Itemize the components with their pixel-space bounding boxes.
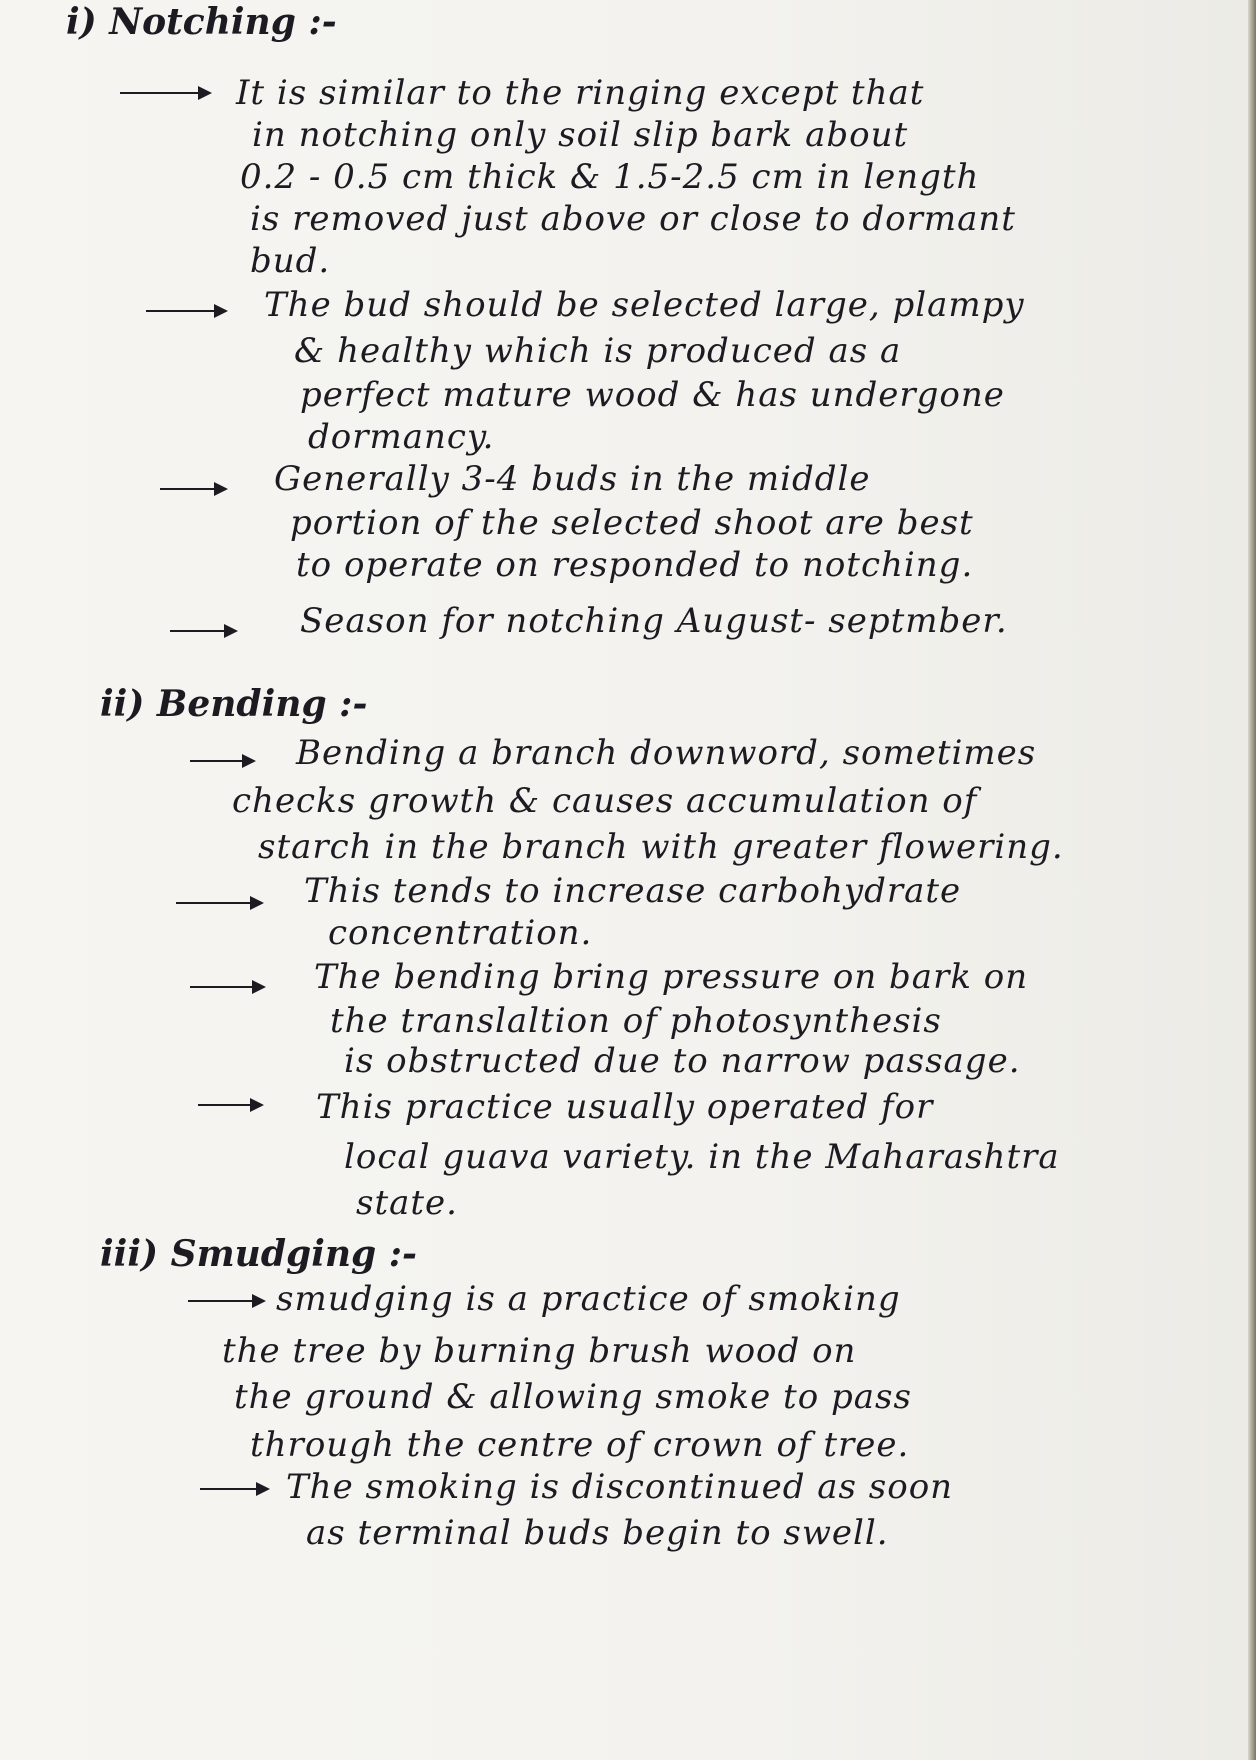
notching-line-3: 0.2 - 0.5 cm thick & 1.5-2.5 cm in length	[240, 157, 980, 197]
bending-line-10: local guava variety. in the Maharashtra	[344, 1137, 1060, 1177]
smudging-line-6: as terminal buds begin to swell.	[306, 1513, 889, 1553]
arrow-icon	[170, 630, 236, 632]
notching-line-5: bud.	[250, 241, 331, 281]
arrow-icon	[198, 1104, 262, 1106]
bending-line-11: state.	[356, 1183, 458, 1223]
smudging-line-2: the tree by burning brush wood on	[222, 1331, 857, 1371]
bending-line-1: Bending a branch downword, sometimes	[296, 733, 1037, 773]
bending-line-5: concentration.	[328, 913, 593, 953]
arrow-icon	[188, 1300, 264, 1302]
smudging-line-5: The smoking is discontinued as soon	[286, 1467, 954, 1507]
notching-line-12: to operate on responded to notching.	[296, 545, 974, 585]
notching-line-13: Season for notching August- septmber.	[300, 601, 1008, 641]
arrow-icon	[120, 92, 210, 94]
arrow-icon	[160, 488, 226, 490]
bending-line-4: This tends to increase carbohydrate	[304, 871, 962, 911]
smudging-line-3: the ground & allowing smoke to pass	[234, 1377, 912, 1417]
bending-line-3: starch in the branch with greater flowering.	[258, 827, 1064, 867]
bending-line-7: the translaltion of photosynthesis	[330, 1001, 942, 1041]
notching-line-1: It is similar to the ringing except that	[236, 73, 925, 113]
notching-line-10: Generally 3-4 buds in the middle	[274, 459, 871, 499]
notching-line-6: The bud should be selected large, plampy	[264, 285, 1025, 325]
notching-line-11: portion of the selected shoot are best	[290, 503, 974, 543]
heading-smudging: iii) Smudging :-	[100, 1233, 417, 1275]
bending-line-2: checks growth & causes accumulation of	[232, 781, 978, 821]
bending-line-6: The bending bring pressure on bark on	[314, 957, 1029, 997]
notching-line-7: & healthy which is produced as a	[294, 331, 902, 371]
notching-line-9: dormancy.	[308, 417, 495, 457]
notching-line-2: in notching only soil slip bark about	[252, 115, 909, 155]
smudging-line-1: smudging is a practice of smoking	[276, 1279, 901, 1319]
heading-bending: ii) Bending :-	[100, 683, 368, 725]
notching-line-4: is removed just above or close to dormant	[250, 199, 1016, 239]
arrow-icon	[200, 1488, 268, 1490]
arrow-icon	[190, 760, 254, 762]
bending-line-8: is obstructed due to narrow passage.	[344, 1041, 1021, 1081]
notching-line-8: perfect mature wood & has undergone	[300, 375, 1005, 415]
arrow-icon	[146, 310, 226, 312]
smudging-line-4: through the centre of crown of tree.	[250, 1425, 910, 1465]
arrow-icon	[176, 902, 262, 904]
arrow-icon	[190, 986, 264, 988]
page-edge	[1248, 0, 1256, 1760]
bending-line-9: This practice usually operated for	[316, 1087, 934, 1127]
heading-notching: i) Notching :-	[66, 1, 337, 43]
